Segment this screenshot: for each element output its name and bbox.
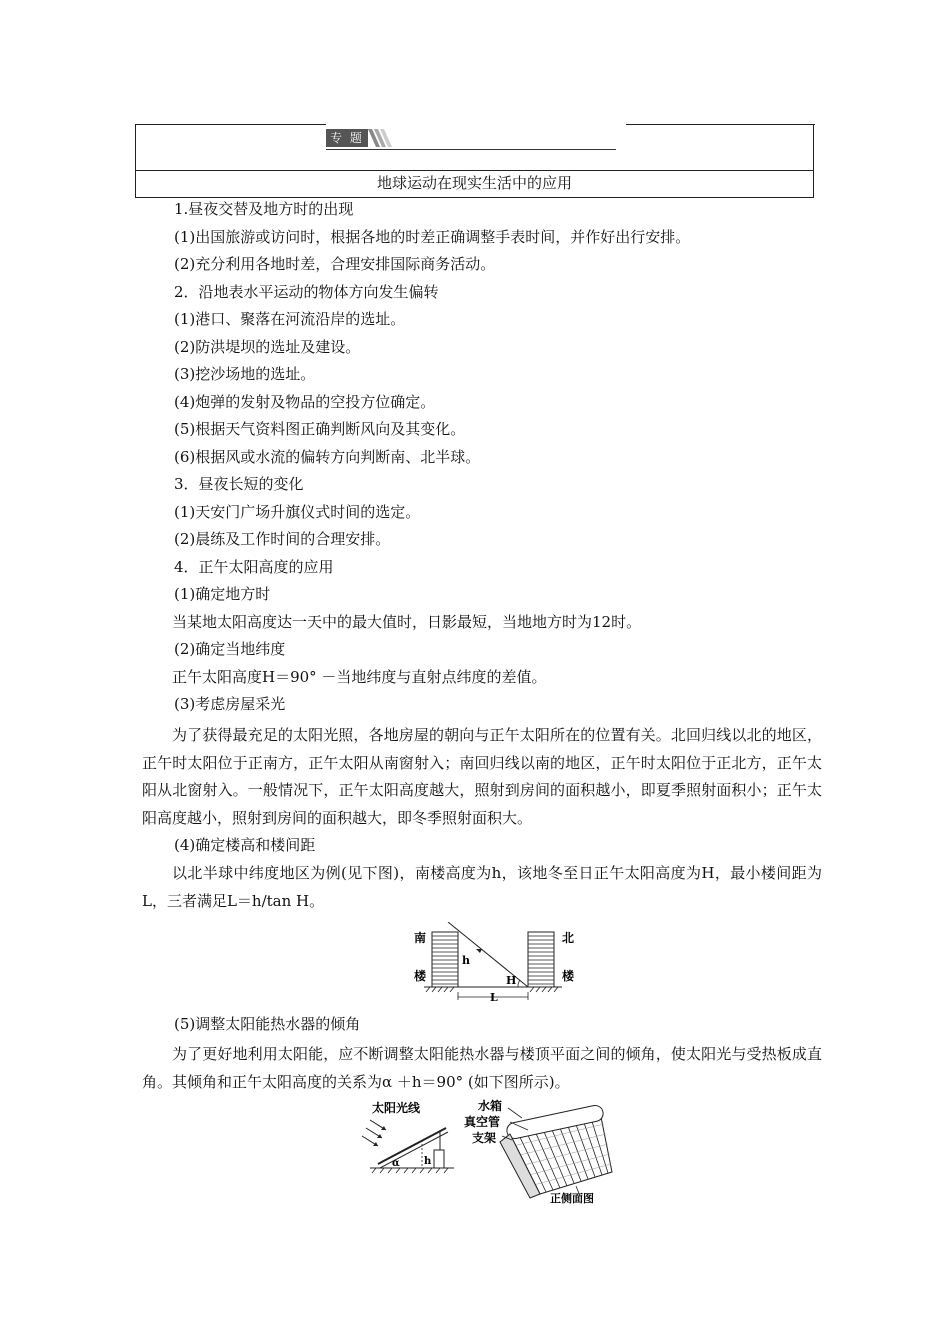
section-1-item-1: (1)出国旅游或访问时，根据各地的时差正确调整手表时间，并作好出行安排。 (174, 227, 691, 246)
tag-stripes-icon (368, 129, 392, 147)
label-h2: h (424, 1156, 432, 1167)
label-vacuum-tube: 真空管 (464, 1115, 501, 1129)
section-4-heading: 4．正午太阳高度的应用 (174, 557, 334, 576)
section-4-item-5: (5)调整太阳能热水器的倾角 (174, 1015, 361, 1033)
page-title: 地球运动在现实生活中的应用 (376, 174, 572, 192)
solar-heater-icon (464, 1098, 612, 1205)
label-south-building: 楼 (414, 969, 427, 983)
section-2-item-3: (3)挖沙场地的选址。 (174, 365, 316, 383)
section-4-item-5-text: 为了更好地利用太阳能，应不断调整太阳能热水器与楼顶平面之间的倾角，使太阳光与受热板成直角。其倾角和正午太阳高度的关系为α ＋h＝90° (如下图所示)。 (142, 1045, 822, 1091)
label-tank: 水箱 (478, 1099, 503, 1113)
section-1-item-2: (2)充分利用各地时差，合理安排国际商务活动。 (174, 255, 496, 273)
section-4-item-4-text: 以北半球中纬度地区为例(见下图)，南楼高度为h，该地冬至日正午太阳高度为H，最小楼间距为L，三者满足L＝h/tan H。 (142, 864, 822, 910)
section-1-heading: 1.昼夜交替及地方时的出现 (174, 200, 354, 218)
section-2-heading: 2．沿地表水平运动的物体方向发生偏转 (174, 282, 439, 301)
angle-arc (518, 980, 520, 987)
section-2-item-1: (1)港口、聚落在河流沿岸的选址。 (174, 310, 406, 328)
south-building-icon (432, 932, 458, 987)
section-3-item-1: (1)天安门广场升旗仪式时间的选定。 (174, 502, 421, 521)
section-4-item-2: (2)确定当地纬度 (174, 640, 286, 658)
section-2-item-2: (2)防洪堤坝的选址及建设。 (174, 337, 361, 356)
header-top-line-left (136, 124, 326, 125)
section-4-item-3: (3)考虑房屋采光 (174, 695, 286, 713)
header-rule (326, 149, 616, 150)
label-alpha: α (392, 1158, 400, 1169)
label-h: h (462, 954, 470, 967)
building-spacing-diagram (410, 922, 580, 1002)
label-north: 北 (562, 931, 575, 945)
label-north-building: 楼 (562, 969, 575, 983)
tilt-angle-diagram (362, 1100, 454, 1173)
header-top-line-right (626, 124, 815, 125)
ray-arrow-icon (476, 949, 482, 953)
topic-tag: 专 题 (326, 129, 368, 147)
north-building-icon (528, 932, 554, 987)
section-4-item-2-text: 正午太阳高度H＝90° －当地纬度与直射点纬度的差值。 (172, 667, 547, 686)
label-bracket: 支架 (472, 1131, 497, 1145)
section-3-heading: 3．昼夜长短的变化 (174, 475, 304, 493)
section-3-item-2: (2)晨练及工作时间的合理安排。 (174, 530, 391, 548)
label-sunlight: 太阳光线 (372, 1101, 421, 1115)
section-4-item-4: (4)确定楼高和楼间距 (174, 836, 316, 854)
section-2-item-4: (4)炮弹的发射及物品的空投方位确定。 (174, 392, 436, 411)
label-H: H (506, 974, 517, 987)
section-4-item-1-text: 当某地太阳高度达一天中的最大值时，日影最短，当地地方时为12时。 (172, 612, 642, 631)
section-2-item-6: (6)根据风或水流的偏转方向判断南、北半球。 (174, 447, 481, 466)
section-4-item-3-text: 为了获得最充足的太阳光照，各地房屋的朝向与正午太阳所在的位置有关。北回归线以北的地区，正午时太阳位于正南方，正午太阳从南窗射入；南回归线以南的地区，正午时太阳位于正北方，正午太阳从北窗射入。一般情况下，正午太阳高度越大，照射到房间的面积越小，即夏季照射面积小；正午太阳高度越小，照射到房间的面积越大，即冬季照射面积大。 (142, 726, 822, 827)
section-4-item-1: (1)确定地方时 (174, 585, 271, 603)
section-2-item-5: (5)根据天气资料图正确判断风向及其变化。 (174, 420, 466, 438)
solar-heater-diagram (350, 1096, 620, 1206)
topic-header (135, 124, 814, 198)
label-L: L (490, 991, 498, 1002)
header-divider (136, 170, 813, 171)
label-side-view: 正侧面图 (550, 1192, 594, 1205)
label-south: 南 (414, 931, 427, 945)
